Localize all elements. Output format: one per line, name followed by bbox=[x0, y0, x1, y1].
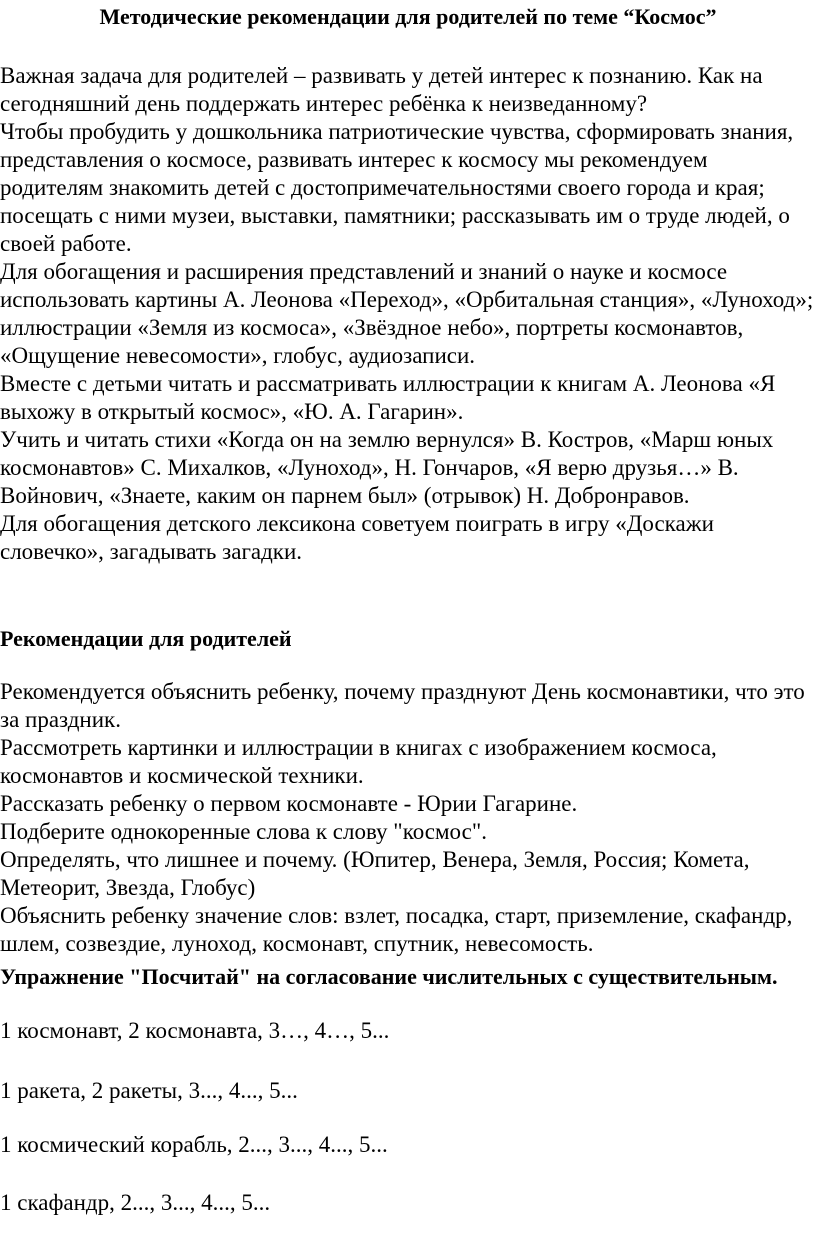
document-title: Методические рекомендации для родителей по теме “Космос” bbox=[99, 4, 717, 29]
recommendation-item: Рекомендуется объяснить ребенку, почему празднуют День космонавтики, что это за праздник. bbox=[0, 679, 805, 732]
counting-line: 1 ракета, 2 ракеты, 3..., 4..., 5... bbox=[0, 1078, 298, 1103]
exercise-title: Упражнение "Посчитай" на согласование числительных с существительным. bbox=[0, 964, 778, 989]
recommendation-item: Подберите однокоренные слова к слову "космос". bbox=[0, 819, 487, 844]
recommendation-item: Рассмотреть картинки и иллюстрации в книгах с изображением космоса, космонавтов и космической техники. bbox=[0, 735, 717, 788]
intro-paragraph: Чтобы пробудить у дошкольника патриотические чувства, сформировать знания, представления о космосе, развивать интерес к космосу мы рекомендуем родителям знакомить детей с достопримечательностями своего города и края; посещать с ними музеи, выставки, памятники; рассказывать им о труде людей, о своей работе. bbox=[0, 119, 794, 256]
intro-paragraph: Важная задача для родителей – развивать у детей интерес к познанию. Как на сегодняшний день поддержать интерес ребёнка к неизведанному? bbox=[0, 63, 763, 116]
intro-section bbox=[0, 62, 816, 566]
recommendation-item: Объяснить ребенку значение слов: взлет, посадка, старт, приземление, скафандр, шлем, созвездие, луноход, космонавт, спутник, невесомость. bbox=[0, 903, 793, 956]
recommendation-item: Определять, что лишнее и почему. (Юпитер, Венера, Земля, Россия; Комета, Метеорит, Звезда, Глобус) bbox=[0, 847, 750, 900]
recommendations-heading: Рекомендации для родителей bbox=[0, 626, 292, 651]
intro-paragraph: Для обогащения и расширения представлений и знаний о науке и космосе использовать картины А. Леонова «Переход», «Орбитальная станция», «Луноход»; иллюстрации «Земля из космоса», «Звёздное небо», портреты космонавтов, «Ощущение невесомости», глобус, аудиозаписи. bbox=[0, 259, 814, 368]
counting-line: 1 космонавт, 2 космонавта, 3…, 4…, 5... bbox=[0, 1018, 390, 1043]
intro-paragraph: Вместе с детьми читать и рассматривать иллюстрации к книгам А. Леонова «Я выхожу в открытый космос», «Ю. А. Гагарин». bbox=[0, 371, 776, 424]
recommendations-list bbox=[0, 678, 816, 958]
intro-paragraph: Учить и читать стихи «Когда он на землю вернулся» В. Костров, «Марш юных космонавтов» С. Михалков, «Луноход», Н. Гончаров, «Я верю друзья…» В. Войнович, «Знаете, каким он парнем был» (отрывок) Н. Добронравов. bbox=[0, 427, 774, 508]
intro-paragraph: Для обогащения детского лексикона советуем поиграть в игру «Доскажи словечко», загадывать загадки. bbox=[0, 511, 714, 564]
counting-line: 1 скафандр, 2..., 3..., 4..., 5... bbox=[0, 1190, 271, 1215]
counting-line: 1 космический корабль, 2..., 3..., 4..., 5... bbox=[0, 1132, 388, 1157]
recommendation-item: Рассказать ребенку о первом космонавте - Юрии Гагарине. bbox=[0, 791, 578, 816]
